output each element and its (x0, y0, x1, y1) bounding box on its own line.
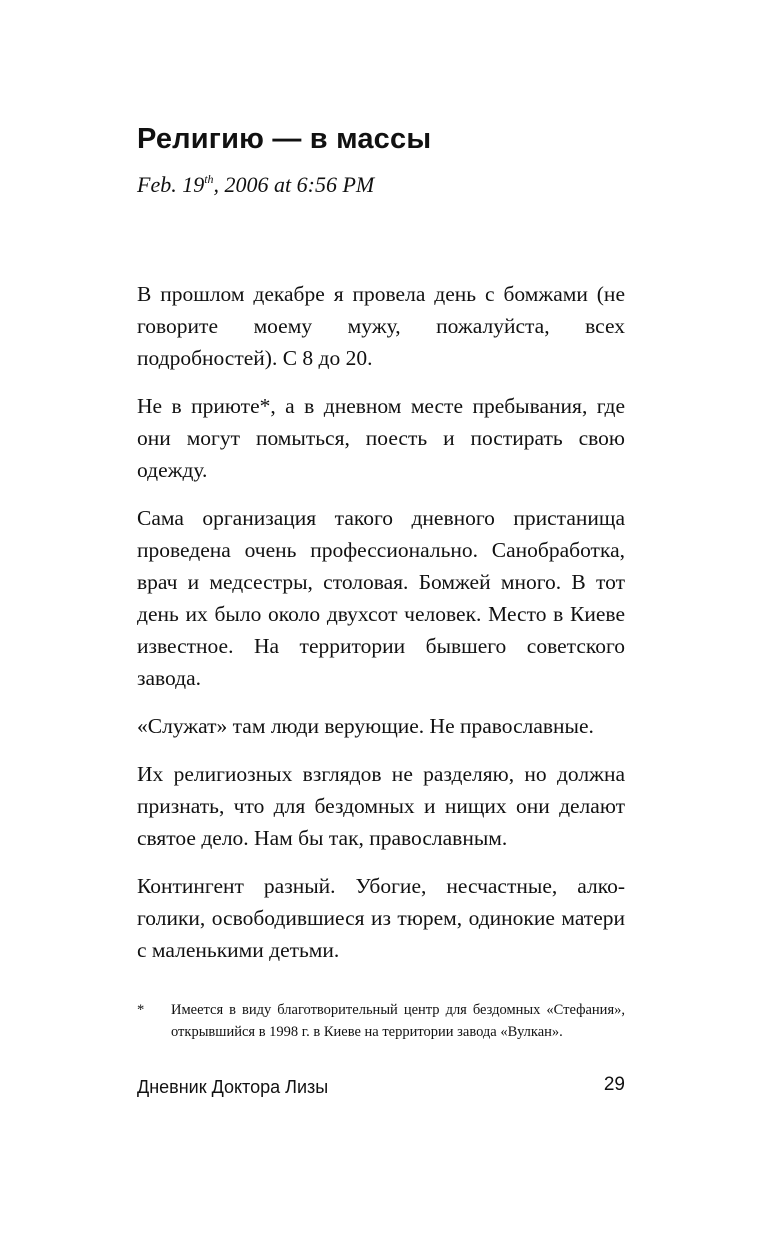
entry-date-prefix: Feb. 19 (137, 172, 205, 197)
running-footer-book-title: Дневник Доктора Лизы (137, 1077, 329, 1097)
paragraph: Их религиозных взглядов не разделяю, но должна признать, что для бездомных и нищих они делают святое дело. Нам бы так, православным. (137, 762, 625, 850)
entry-date (137, 170, 374, 200)
entry-date-ordinal: th (204, 172, 214, 186)
footnote-text: Имеется в виду благотворительный центр для бездомных «Стефания», открывшийся в 1998 г. в Киеве на территории завода «Вулкан». (171, 1002, 625, 1040)
entry-body (137, 278, 625, 982)
paragraph: Контингент разный. Убогие, несчастные, алкоголики, освободившиеся из тюрем, одинокие матери с маленькими детьми. (137, 874, 625, 962)
footnote-mark: * (137, 1002, 145, 1018)
footnote (137, 999, 625, 1043)
entry-date-suffix: , 2006 at 6:56 PM (213, 172, 375, 197)
entry-title: Религию — в массы (137, 123, 432, 155)
paragraph: «Служат» там люди верующие. Не православные. (137, 714, 594, 738)
paragraph: В прошлом декабре я провела день с бомжами (не говорите моему мужу, пожалуйста, всех подробностей). С 8 до 20. (137, 282, 625, 370)
paragraph: Сама организация такого дневного пристанища проведена очень профессионально. Санобработка, врач и медсестры, столовая. Бомжей много. В тот день их было около двухсот человек. Место в Киеве известное. На территории бывшего советского завода. (137, 506, 625, 690)
paragraph: Не в приюте*, а в дневном месте пребывания, где они могут помыться, поесть и постирать свою одежду. (137, 394, 625, 482)
page-number: 29 (603, 1074, 625, 1095)
